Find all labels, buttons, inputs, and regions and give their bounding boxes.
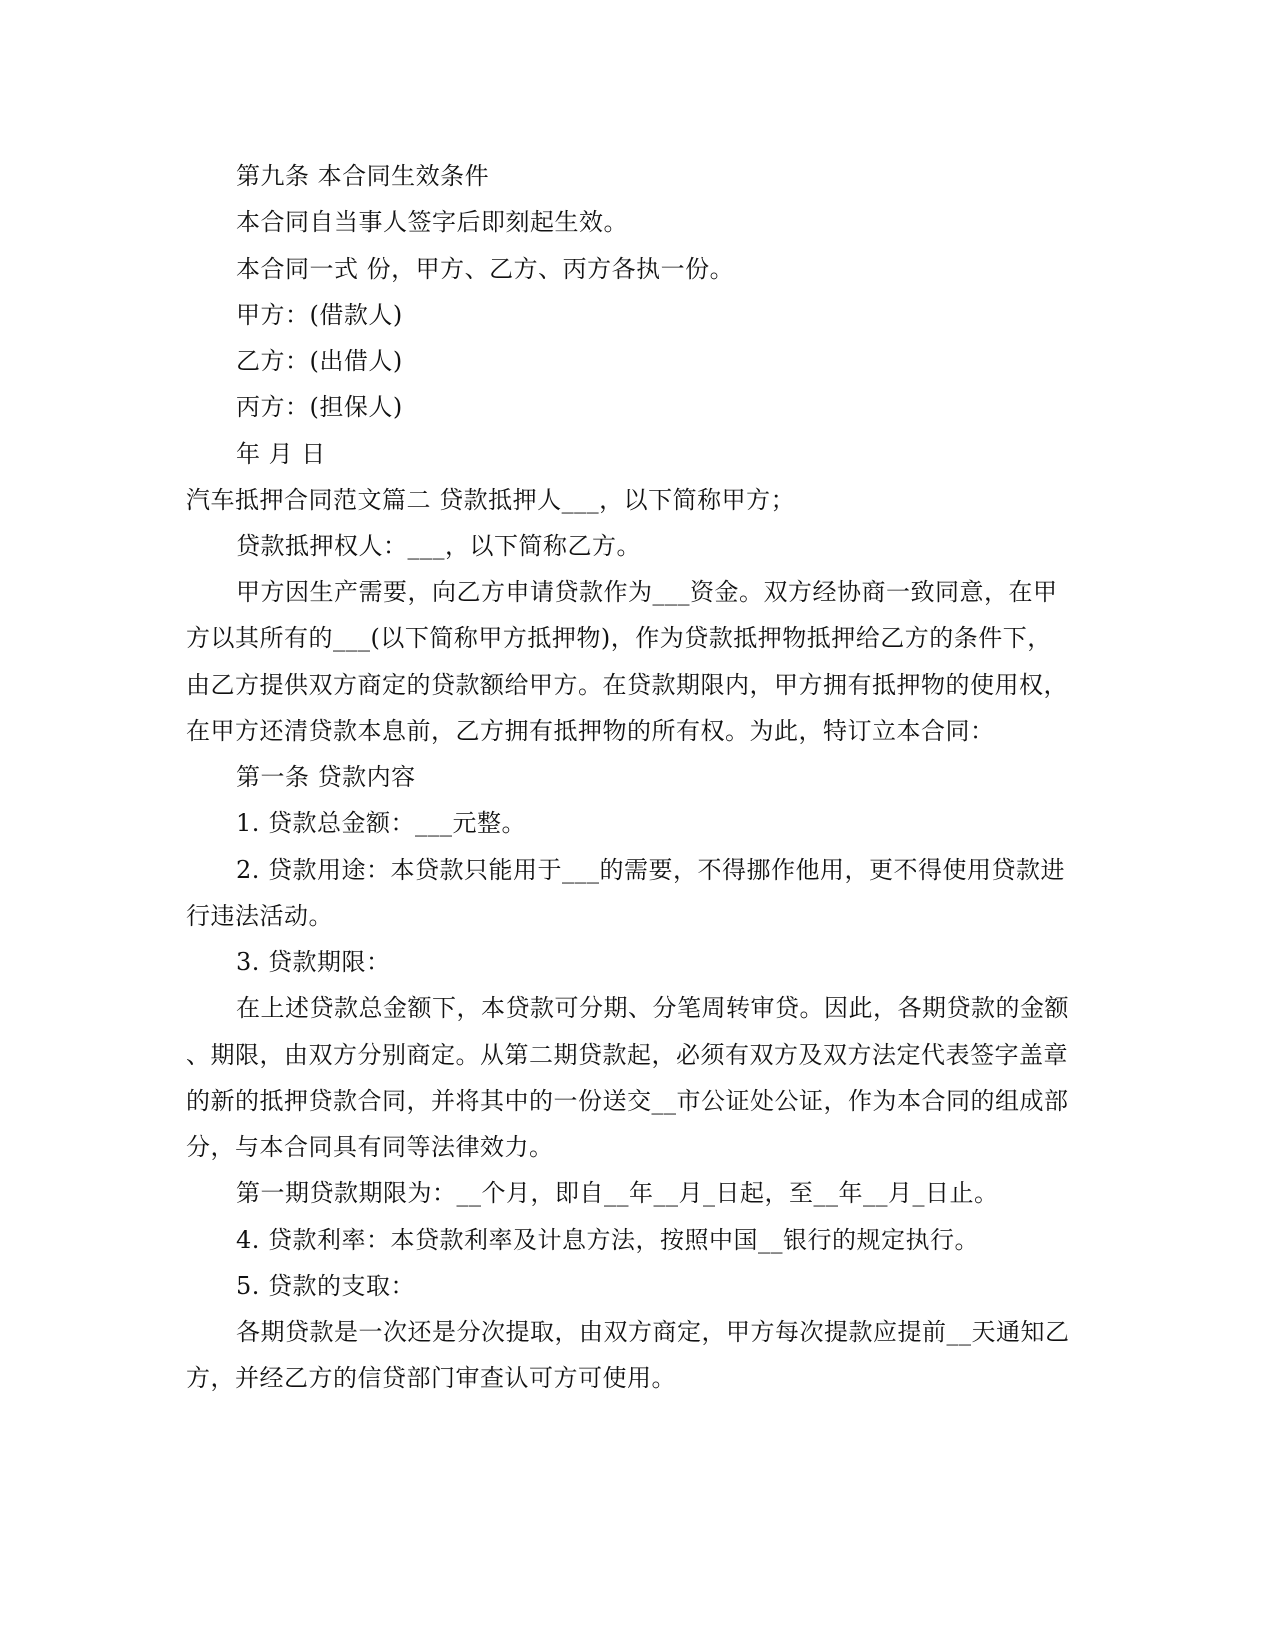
loan-purpose-item-line-2: 行违法活动。: [186, 902, 333, 930]
party-b-signature: 乙方：(出借人): [236, 347, 403, 375]
loan-term-paragraph-line-1: 在上述贷款总金额下，本贷款可分期、分笔周转审贷。因此，各期贷款的金额: [236, 994, 1069, 1022]
effective-clause: 本合同自当事人签字后即刻起生效。: [236, 208, 628, 236]
article-nine-heading: 第九条 本合同生效条件: [236, 162, 490, 190]
mortgagee-line: 贷款抵押权人：___，以下简称乙方。: [236, 532, 641, 560]
preamble-line-1: 甲方因生产需要，向乙方申请贷款作为___资金。双方经协商一致同意，在甲: [236, 578, 1058, 606]
copies-clause: 本合同一式 份，甲方、乙方、丙方各执一份。: [236, 255, 735, 283]
preamble-line-3: 由乙方提供双方商定的贷款额给甲方。在贷款期限内，甲方拥有抵押物的使用权，: [186, 671, 1068, 699]
loan-term-paragraph-line-4: 分，与本合同具有同等法律效力。: [186, 1133, 554, 1161]
second-sample-heading: 汽车抵押合同范文篇二 贷款抵押人___，以下简称甲方；: [186, 486, 796, 514]
loan-purpose-item-line-1: 2. 贷款用途：本贷款只能用于___的需要，不得挪作他用，更不得使用贷款进: [236, 856, 1066, 884]
party-a-signature: 甲方：(借款人): [236, 301, 403, 329]
loan-drawdown-item: 5. 贷款的支取：: [236, 1272, 416, 1300]
first-term-period: 第一期贷款期限为：__个月，即自__年__月_日起，至__年__月_日止。: [236, 1179, 999, 1207]
loan-term-paragraph-line-2: 、期限，由双方分别商定。从第二期贷款起，必须有双方及双方法定代表签字盖章: [186, 1041, 1068, 1069]
drawdown-paragraph-line-2: 方，并经乙方的信贷部门审查认可方可使用。: [186, 1364, 676, 1392]
interest-rate-item: 4. 贷款利率：本贷款利率及计息方法，按照中国__银行的规定执行。: [236, 1226, 980, 1254]
drawdown-paragraph-line-1: 各期贷款是一次还是分次提取，由双方商定，甲方每次提款应提前__天通知乙: [236, 1318, 1070, 1346]
signing-date: 年 月 日: [236, 440, 326, 468]
party-c-signature: 丙方：(担保人): [236, 393, 403, 421]
loan-term-item: 3. 贷款期限：: [236, 948, 391, 976]
preamble-line-2: 方以其所有的___(以下简称甲方抵押物)，作为贷款抵押物抵押给乙方的条件下，: [186, 624, 1052, 652]
loan-term-paragraph-line-3: 的新的抵押贷款合同，并将其中的一份送交__市公证处公证，作为本合同的组成部: [186, 1087, 1069, 1115]
loan-amount-item: 1. 贷款总金额：___元整。: [236, 809, 527, 837]
preamble-line-4: 在甲方还清贷款本息前，乙方拥有抵押物的所有权。为此，特订立本合同：: [186, 717, 995, 745]
article-one-heading: 第一条 贷款内容: [236, 763, 416, 791]
